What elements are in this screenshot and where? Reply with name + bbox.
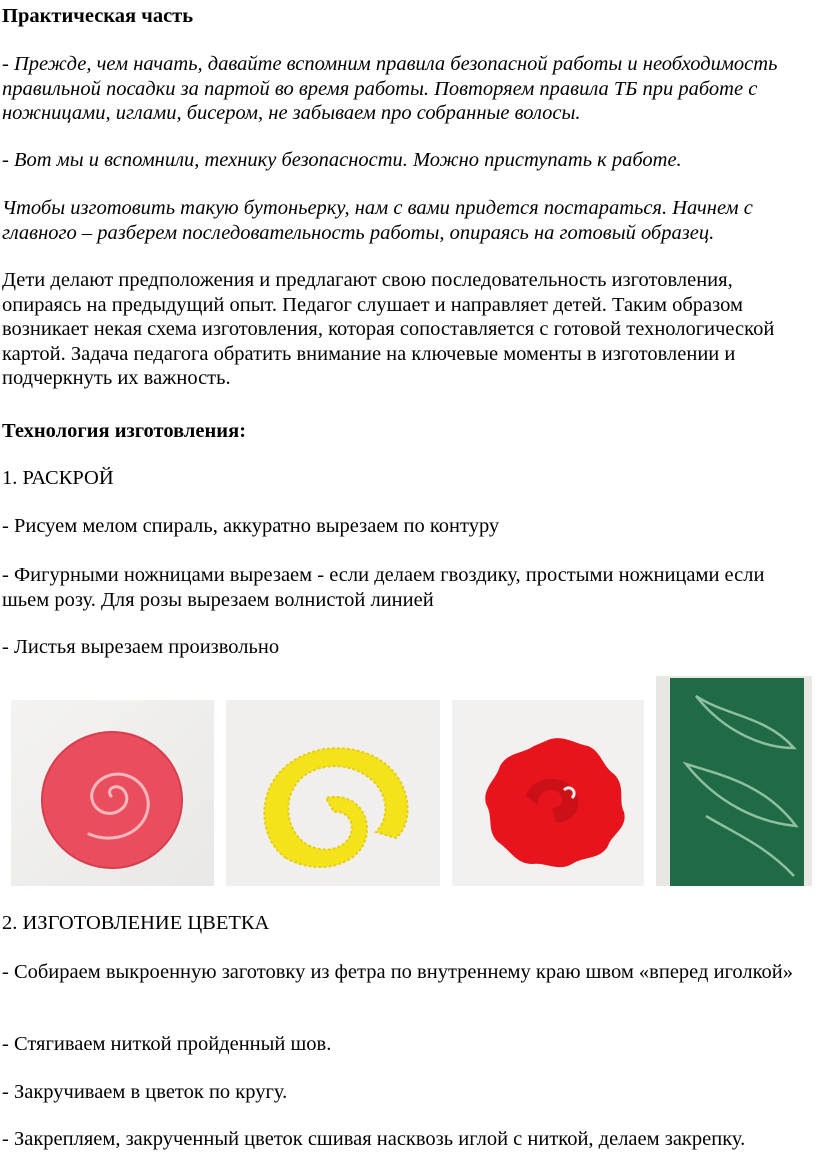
- photo-pink-felt-circle: [11, 700, 214, 886]
- step1-item-leaves: - Листья вырезаем произвольно: [2, 636, 280, 658]
- step1-item-spiral: - Рисуем мелом спираль, аккуратно вырезаем по контуру: [2, 515, 500, 537]
- intro-paragraph-safety-recalled: - Вот мы и вспомнили, технику безопасности. Можно приступать к работе.: [2, 149, 682, 171]
- body-paragraph-children: Дети делают предположения и предлагают свою последовательность изготовления, опираясь на предыдущий опыт. Педагог слушает и направляет детей. Таким образом возникает некая схема изготовления, которая сопоставляется с готовой технологической картой. Задача педагога обратить внимание на ключевые моменты в изготовлении и подчеркнуть их важность.: [2, 269, 775, 389]
- photo-yellow-felt-spiral: [226, 700, 440, 886]
- step2-item-gather: - Собираем выкроенную заготовку из фетра по внутреннему краю швом «вперед иголкой»: [2, 961, 794, 983]
- step1-item-scissors: - Фигурными ножницами вырезаем - если делаем гвоздику, простыми ножницами если шьем розу. Для розы вырезаем волнистой линией: [2, 564, 765, 611]
- step2-item-secure: - Закрепляем, закрученный цветок сшивая насквозь иглой с ниткой, делаем закрепку.: [2, 1128, 746, 1150]
- step2-item-twist: - Закручиваем в цветок по кругу.: [2, 1081, 288, 1103]
- step1-title: 1. РАСКРОЙ: [2, 467, 114, 489]
- intro-paragraph-sample: Чтобы изготовить такую бутоньерку, нам с вами придется постараться. Начнем с главного – разберем последовательность работы, опираясь на готовый образец.: [2, 197, 753, 244]
- step2-title: 2. ИЗГОТОВЛЕНИЕ ЦВЕТКА: [2, 912, 270, 934]
- heading-technology: Технология изготовления:: [2, 420, 247, 442]
- heading-practical-part: Практическая часть: [2, 5, 194, 27]
- step2-item-tighten: - Стягиваем ниткой пройденный шов.: [2, 1033, 332, 1055]
- photo-green-felt-leaves: [656, 676, 812, 886]
- intro-paragraph-safety: - Прежде, чем начать, давайте вспомним правила безопасной работы и необходимость правильной посадки за партой во время работы. Повторяем правила ТБ при работе с ножницами, иглами, бисером, не забываем про собранные волосы.: [2, 53, 778, 124]
- photo-red-felt-rose-spiral: [452, 700, 644, 886]
